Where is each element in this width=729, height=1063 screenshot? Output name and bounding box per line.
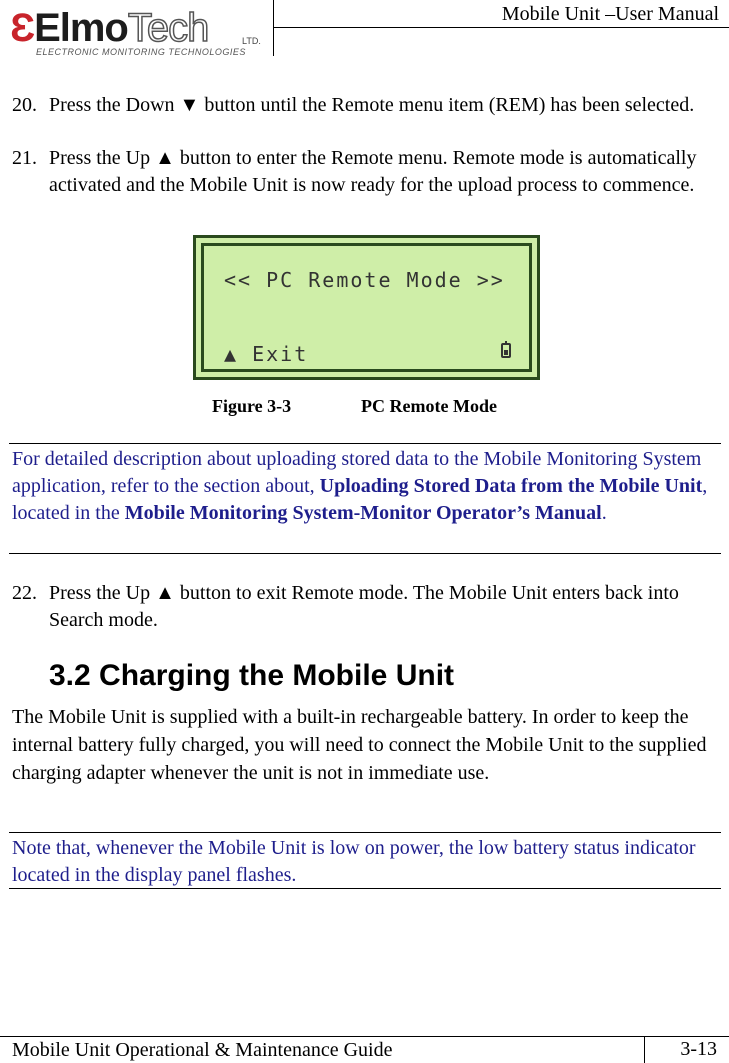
page-number: 3-13 (680, 1038, 717, 1060)
logo-ltd: LTD. (242, 36, 261, 46)
note-low-battery: Note that, whenever the Mobile Unit is low on power, the low battery status indicator located in the display panel flashes. (12, 837, 696, 886)
figure-label: Figure 3-3 (212, 396, 292, 416)
logo-tagline: ELECTRONIC MONITORING TECHNOLOGIES (36, 47, 246, 57)
step-22 (12, 580, 717, 634)
note-reference-section: Uploading Stored Data from the Mobile Unit (319, 475, 703, 497)
footer-divider (0, 1036, 729, 1037)
note-text: , located in the (12, 475, 708, 524)
note-text: For detailed description about uploading stored data to the Mobile Monitoring System application, refer to the section about, (12, 448, 702, 497)
footer-divider-vertical (644, 1036, 645, 1063)
step-20 (12, 92, 717, 119)
lcd-display (193, 235, 540, 380)
header-divider-vertical (273, 0, 274, 56)
step-number: 22. (12, 582, 37, 604)
note-uploading (12, 446, 721, 527)
footer-guide-title: Mobile Unit Operational & Maintenance Guide (12, 1039, 393, 1061)
note-text: . (601, 502, 607, 524)
note-rule-top (9, 443, 721, 444)
step-21 (12, 145, 717, 199)
step-text: Press the Down ▼ button until the Remote menu item (REM) has been selected. (49, 94, 695, 116)
header-divider-horizontal (273, 27, 729, 28)
figure-title: PC Remote Mode (361, 396, 497, 416)
header-title: Mobile Unit –User Manual (501, 3, 719, 25)
section-heading: 3.2 Charging the Mobile Unit (49, 659, 455, 692)
note-rule-bottom (9, 888, 721, 889)
step-text: Press the Up ▲ button to exit Remote mode. The Mobile Unit enters back into Search mode. (49, 582, 679, 631)
lcd-line-2: ▲ Exit (224, 342, 309, 366)
step-number: 20. (12, 94, 37, 116)
logo-wordmark: ƐElmoTech (10, 6, 209, 50)
note-rule-bottom (9, 553, 721, 554)
note-reference-manual: Mobile Monitoring System-Monitor Operator’s Manual (124, 502, 602, 524)
lcd-line-1: << PC Remote Mode >> (224, 268, 505, 292)
battery-icon (501, 343, 511, 358)
note-rule-top (9, 832, 721, 833)
company-logo (10, 6, 265, 62)
step-text: Press the Up ▲ button to enter the Remote menu. Remote mode is automatically activated and the Mobile Unit is now ready for the upload process to commence. (49, 147, 697, 196)
lcd-inner-frame (201, 243, 532, 372)
step-number: 21. (12, 147, 37, 169)
section-body: The Mobile Unit is supplied with a built-in rechargeable battery. In order to keep the internal battery fully charged, you will need to connect the Mobile Unit to the supplied charging adapter whenever the unit is not in immediate use. (12, 706, 707, 784)
